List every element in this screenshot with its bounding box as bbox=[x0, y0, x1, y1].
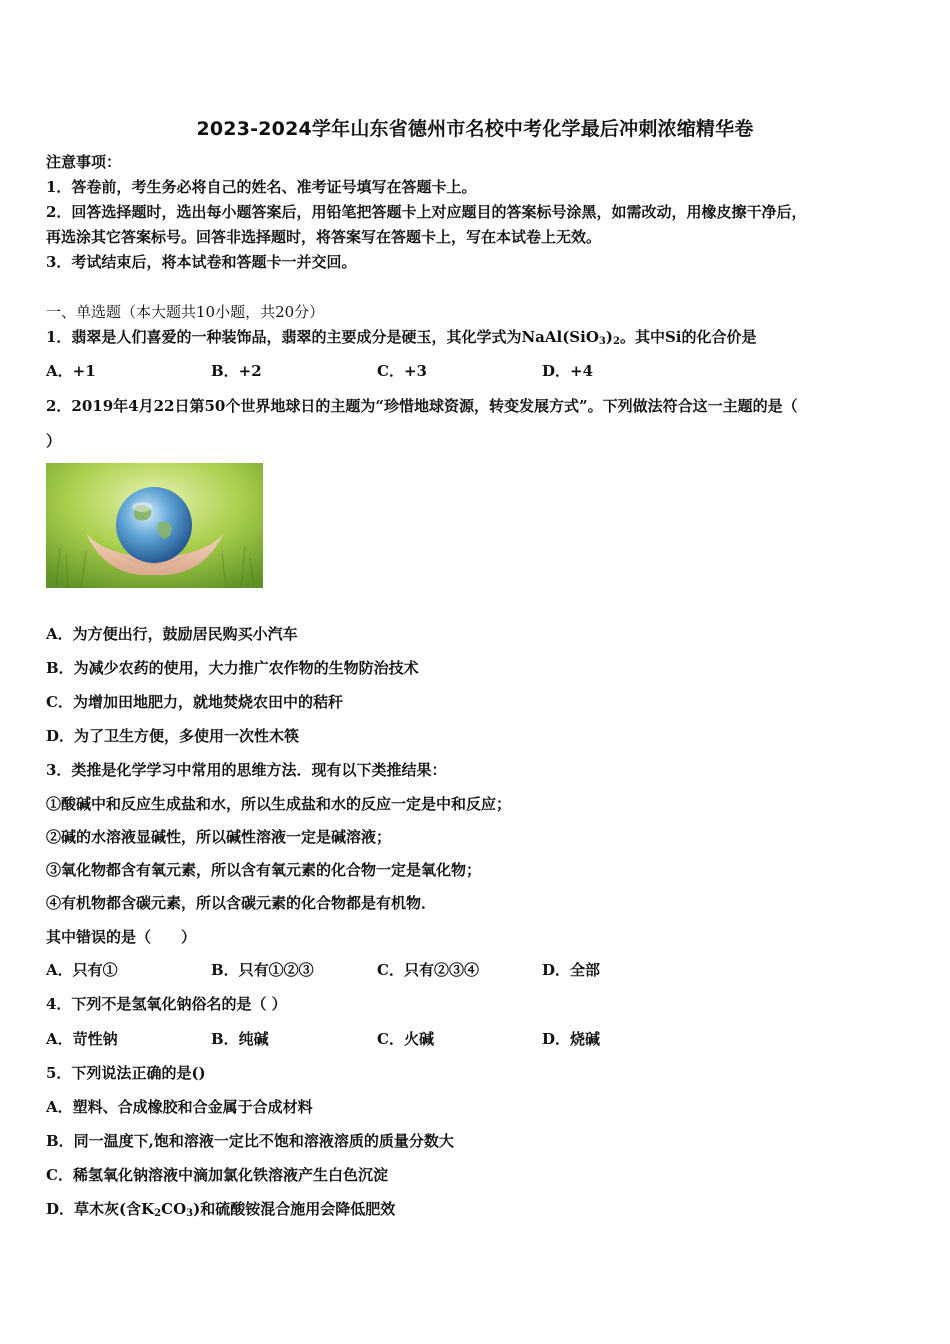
notice-item-2-cont: 再选涂其它答案标号。回答非选择题时，将答案写在答题卡上，写在本试卷上无效。 bbox=[46, 228, 602, 246]
q2-stem: 2．2019年4月22日第50个世界地球日的主题为“珍惜地球资源，转变发展方式”。下列做法符合这一主题的是（ bbox=[46, 397, 798, 415]
q2-option-a: A．为方便出行，鼓励居民购买小汽车 bbox=[46, 625, 298, 643]
q3-option-d: D．全部 bbox=[542, 961, 601, 979]
q4-option-c: C．火碱 bbox=[377, 1030, 434, 1048]
q2-option-b: B．为减少农药的使用，大力推广农作物的生物防治技术 bbox=[46, 659, 419, 677]
q5-option-a: A．塑料、合成橡胶和合金属于合成材料 bbox=[46, 1098, 313, 1116]
q3-statement-4: ④有机物都含碳元素，所以含碳元素的化合物都是有机物． bbox=[46, 894, 437, 912]
notice-item-3: 3．考试结束后，将本试卷和答题卡一并交回。 bbox=[46, 253, 357, 271]
section-heading: 一、单选题（本大题共10小题，共20分） bbox=[46, 303, 325, 321]
q4-stem: 4．下列不是氢氧化钠俗名的是（ ） bbox=[46, 995, 287, 1013]
q4-option-d: D．烧碱 bbox=[542, 1030, 601, 1048]
notice-item-1: 1．答卷前，考生务必将自己的姓名、准考证号填写在答题卡上。 bbox=[46, 178, 477, 196]
q3-question: 其中错误的是（ ） bbox=[46, 928, 197, 946]
q1-option-c: C．+3 bbox=[377, 362, 427, 380]
notice-item-2: 2．回答选择题时，选出每小题答案后，用铅笔把答题卡上对应题目的答案标号涂黑，如需改动，用橡皮擦干净后， bbox=[46, 203, 807, 221]
q3-statement-3: ③氧化物都含有氧元素，所以含有氧元素的化合物一定是氧化物； bbox=[46, 861, 482, 879]
q5-option-b: B．同一温度下,饱和溶液一定比不饱和溶液溶质的质量分数大 bbox=[46, 1132, 454, 1150]
notice-heading: 注意事项： bbox=[46, 153, 122, 171]
q3-option-a: A．只有① bbox=[46, 961, 118, 979]
q3-option-b: B．只有①②③ bbox=[211, 961, 314, 979]
q5-stem: 5．下列说法正确的是() bbox=[46, 1064, 206, 1082]
q1-option-d: D．+4 bbox=[542, 362, 594, 380]
exam-title: 2023-2024学年山东省德州市名校中考化学最后冲刺浓缩精华卷 bbox=[196, 118, 754, 140]
q1-stem: 1．翡翠是人们喜爱的一种装饰品，翡翠的主要成分是硬玉，其化学式为$NaAl(SiO_3)_2$。其中Si的化合价是 bbox=[46, 328, 757, 347]
q3-statement-1: ①酸碱中和反应生成盐和水，所以生成盐和水的反应一定是中和反应； bbox=[46, 795, 512, 813]
q2-option-c: C．为增加田地肥力，就地焚烧农田中的秸秆 bbox=[46, 693, 343, 711]
earth-in-hands-image bbox=[46, 463, 263, 588]
q5-option-d: D．草木灰(含$K_2CO_3$)和硫酸铵混合施用会降低肥效 bbox=[46, 1200, 396, 1219]
q4-option-a: A．苛性钠 bbox=[46, 1030, 118, 1048]
q2-stem-cont: ） bbox=[46, 432, 62, 450]
q3-stem: 3．类推是化学学习中常用的思维方法．现有以下类推结果： bbox=[46, 761, 447, 779]
q4-option-b: B．纯碱 bbox=[211, 1030, 269, 1048]
q1-option-b: B．+2 bbox=[211, 362, 262, 380]
q3-statement-2: ②碱的水溶液显碱性，所以碱性溶液一定是碱溶液； bbox=[46, 828, 392, 846]
q5-option-c: C．稀氢氧化钠溶液中滴加氯化铁溶液产生白色沉淀 bbox=[46, 1166, 388, 1184]
q2-option-d: D．为了卫生方便，多使用一次性木筷 bbox=[46, 727, 300, 745]
q3-option-c: C．只有②③④ bbox=[377, 961, 479, 979]
q1-option-a: A．+1 bbox=[46, 362, 96, 380]
